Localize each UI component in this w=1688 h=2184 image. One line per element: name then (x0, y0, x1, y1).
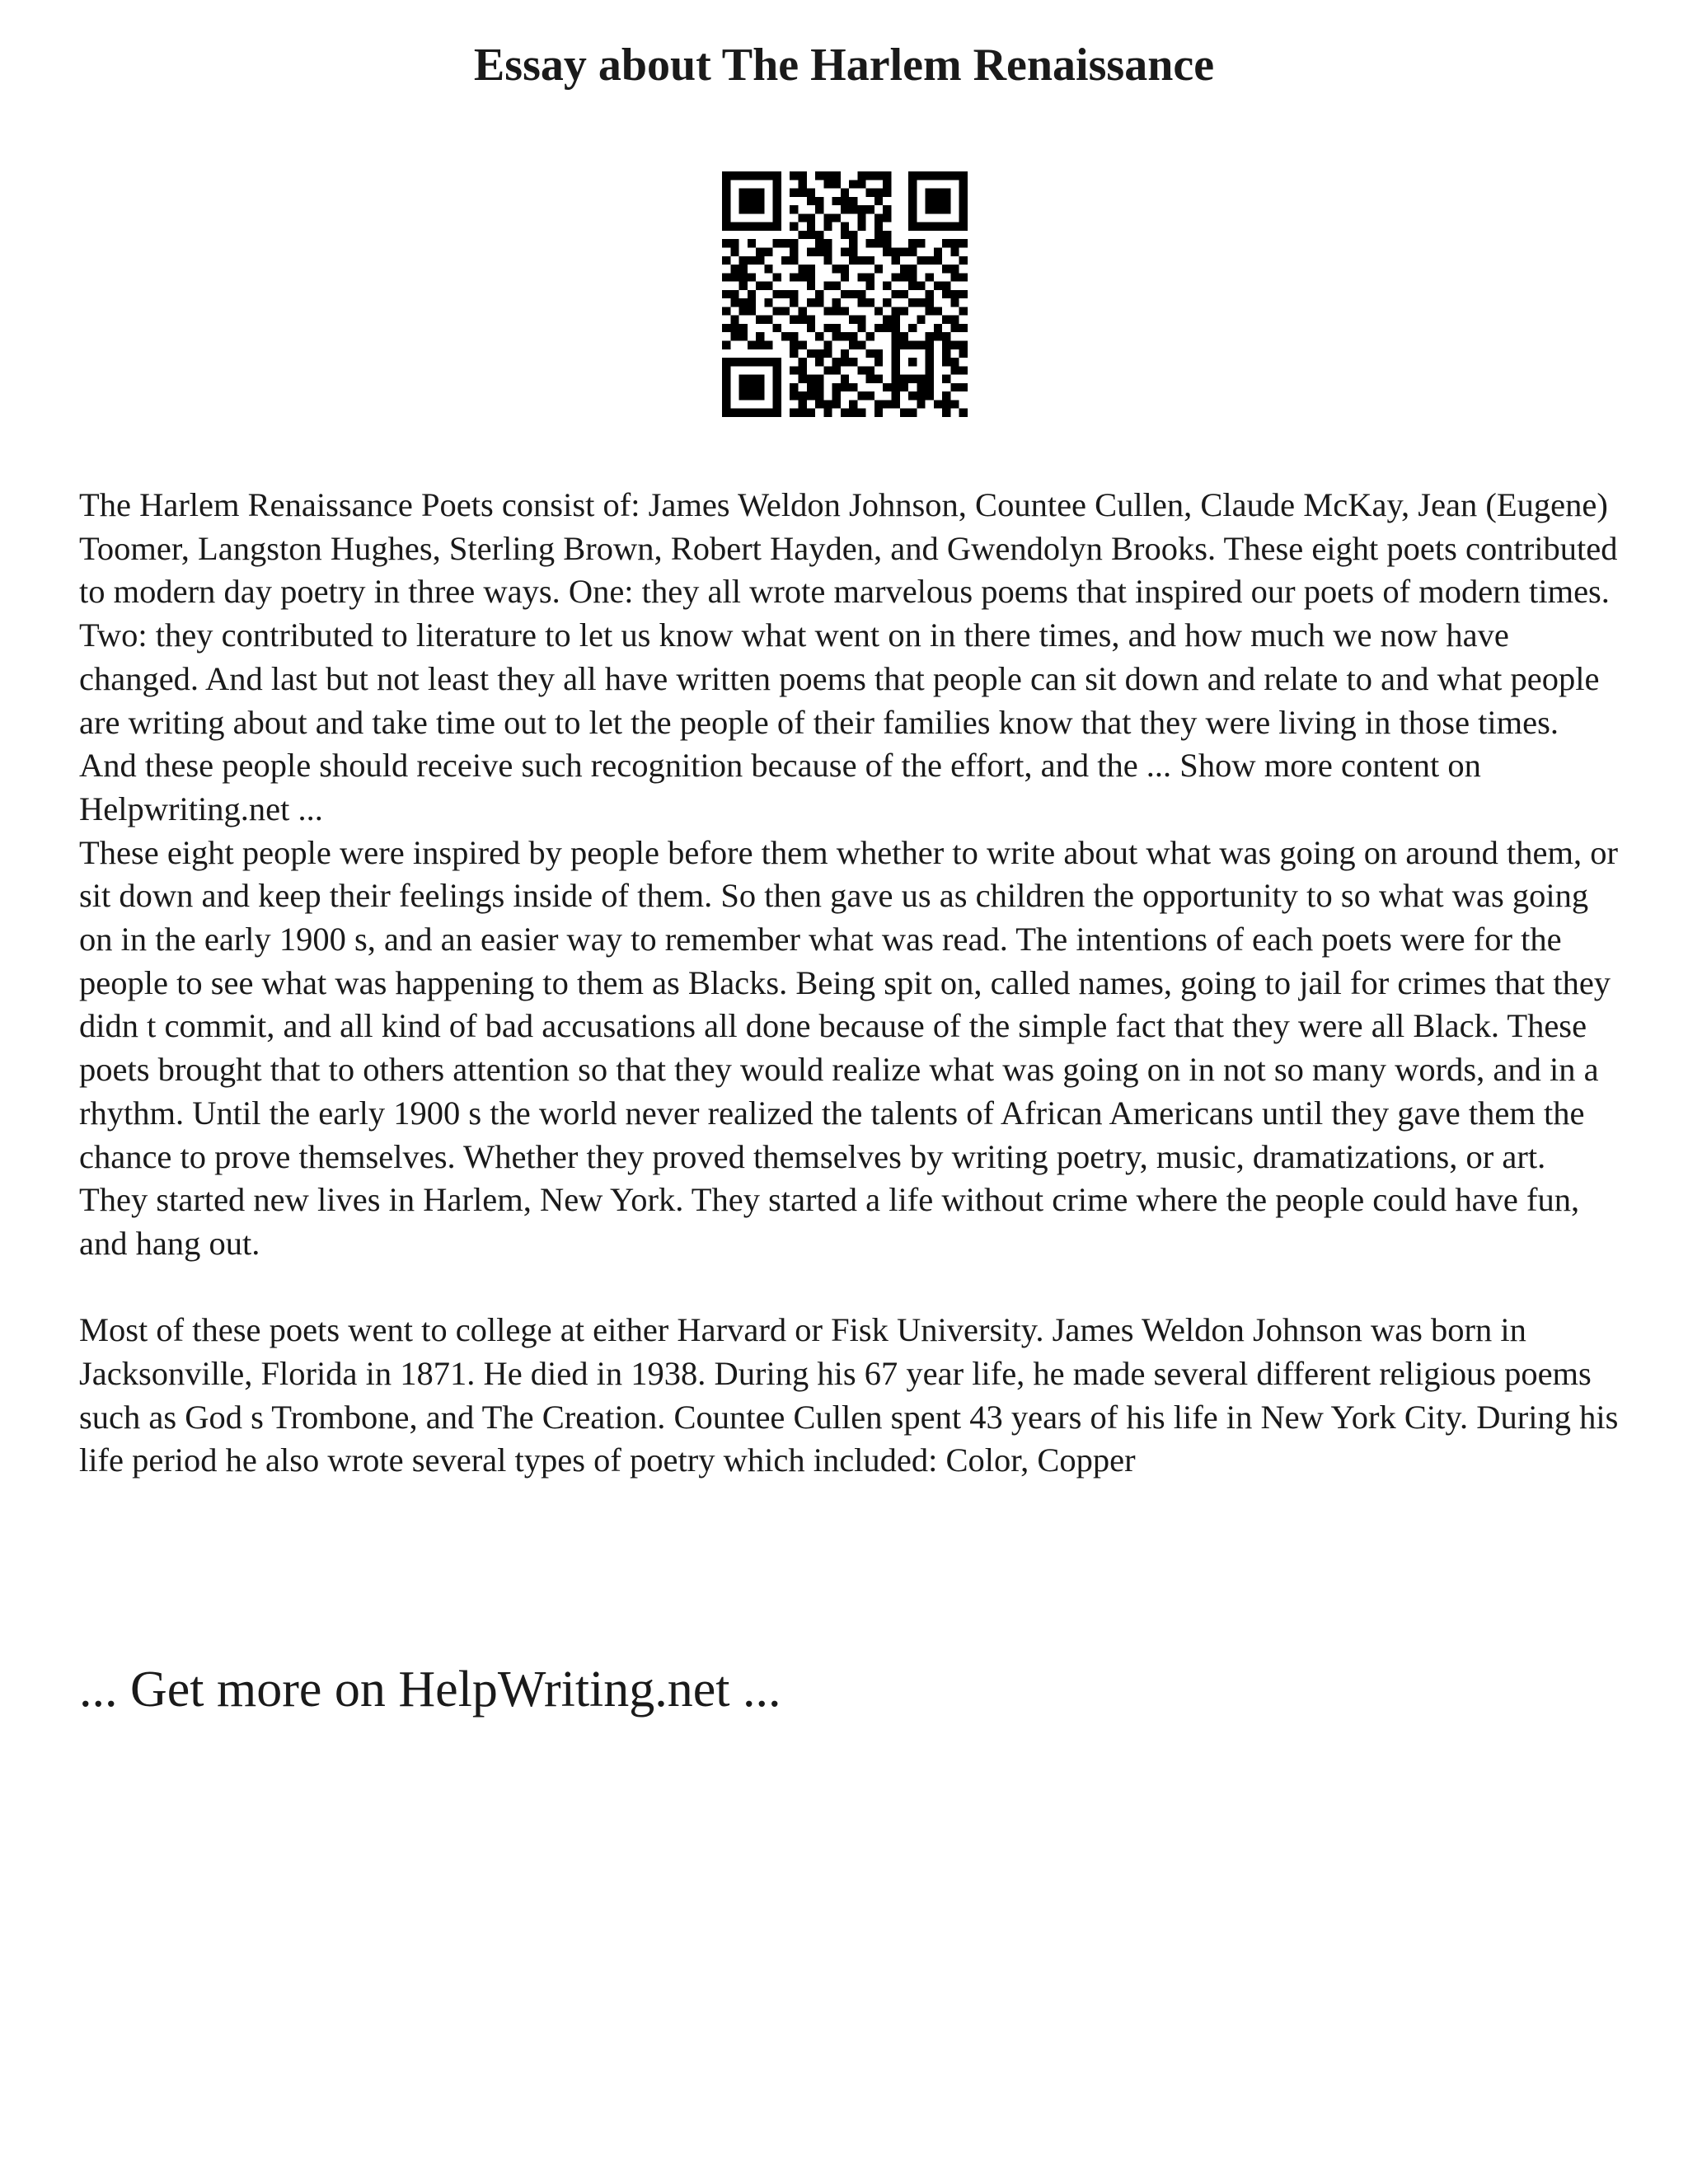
page-title: Essay about The Harlem Renaissance (473, 40, 1215, 91)
paragraph-spacer (79, 1266, 1620, 1310)
paragraph-education: Most of these poets went to college at either Harvard or Fisk University. James Weldon Johnson was born in Jacksonville, Florida in 1871. He died in 1938. During his 67 year life, he made several different religious poems such as God s Trombone, and The Creation. Countee Cullen spent 43 years of his life in New York City. During his life period he also wrote several types of poetry which included: Color, Copper (79, 1311, 1619, 1479)
get-more-link[interactable]: ... Get more on HelpWriting.net ... (79, 1661, 781, 1718)
paragraph-inspiration: These eight people were inspired by people before them whether to write about what was going on around them, or sit down and keep their feelings inside of them. So then gave us as children the opportunity to so what was going on in the early 1900 s, and an easier way to remember what was read. The intentions of each poets were for the people to see what was happening to them as Blacks. Being spit on, called names, going to jail for crimes that they didn t commit, and all kind of bad accusations all done because of the simple fact that they were all Black. These poets brought that to others attention so that they would realize what was going on in not so many words, and in a rhythm. Until the early 1900 s the world never realized the talents of African Americans until they gave them the chance to prove themselves. Whether they proved themselves by writing poetry, music, dramatizations, or art. They started new lives in Harlem, New York. They started a life without crime where the people could have fun, and hang out. (79, 833, 1618, 1262)
essay-body (79, 484, 1620, 1483)
paragraph-intro: The Harlem Renaissance Poets consist of: James Weldon Johnson, Countee Cullen, Claude McKay, Jean (Eugene) Toomer, Langston Hughes, Sterling Brown, Robert Hayden, and Gwendolyn Brooks. These eight poets contributed to modern day poetry in three ways. One: they all wrote marvelous poems that inspired our poets of modern times. Two: they contributed to literature to let us know what went on in there times, and how much we now have changed. And last but not least they all have written poems that people can sit down and relate to and what people are writing about and take time out to let the people of their families know that they were living in those times. And these people should receive such recognition because of the effort, and the ... Show more content on Helpwriting.net ... (79, 486, 1618, 827)
qr-code-icon[interactable] (722, 171, 968, 417)
